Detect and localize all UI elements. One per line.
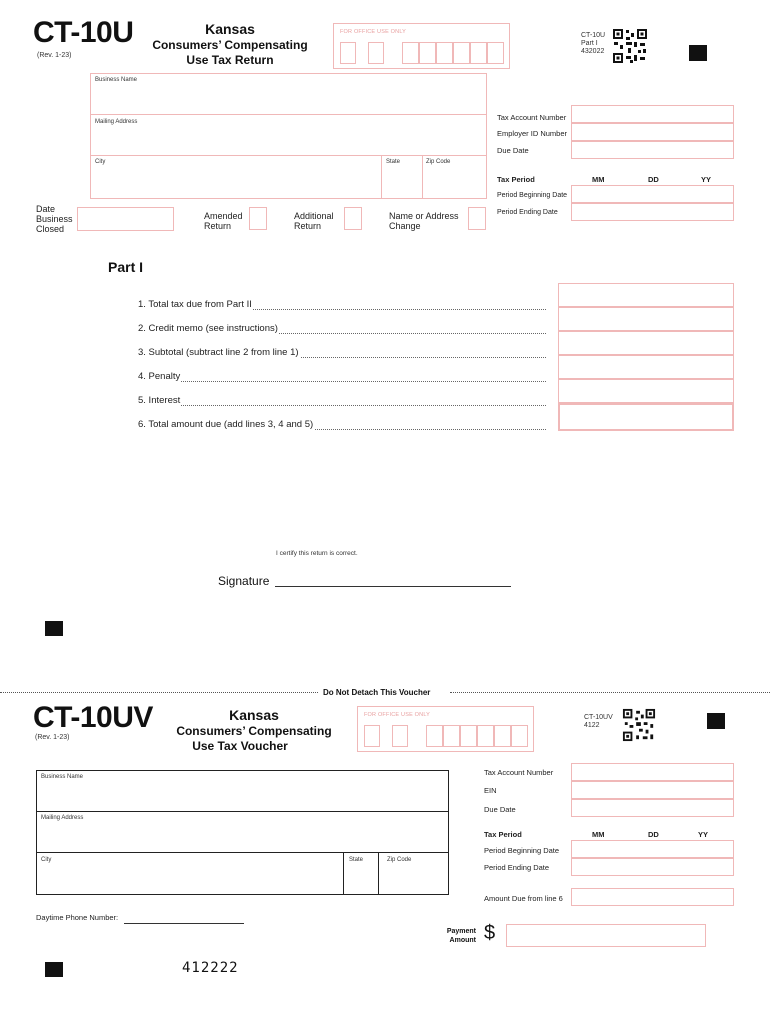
line-4-amount[interactable] <box>558 355 734 379</box>
voucher-period-end-input[interactable] <box>571 858 734 876</box>
line-5-amount[interactable] <box>558 379 734 403</box>
perforation-left <box>0 692 318 693</box>
amended-checkbox[interactable] <box>249 207 267 230</box>
divider <box>37 852 448 853</box>
title-line-1: Consumers’ Compensating <box>152 38 308 52</box>
line-3-text: 3. Subtotal (subtract line 2 from line 1) <box>138 347 299 358</box>
voucher-corner-id <box>584 714 613 730</box>
title-line-2: Use Tax Return <box>186 53 274 67</box>
voucher-title-line-1: Consumers’ Compensating <box>176 724 332 738</box>
voucher-state-label: State <box>349 857 364 863</box>
voucher-mm-label: MM <box>592 830 605 839</box>
period-begin-input[interactable] <box>571 185 734 203</box>
office-cell <box>368 42 384 64</box>
office-cell <box>364 725 380 747</box>
dollar-sign: $ <box>484 922 496 944</box>
address-block <box>90 73 487 199</box>
payment-line: Amount <box>449 937 476 944</box>
voucher-period-begin-input[interactable] <box>571 840 734 858</box>
voucher-business-name-field[interactable] <box>39 782 446 810</box>
scan-number: 412222 <box>182 960 239 976</box>
name-change-label <box>389 211 459 231</box>
office-cell <box>460 725 477 747</box>
voucher-corner-form-id: CT-10UV <box>584 714 613 721</box>
voucher-period-end-label: Period Ending Date <box>484 863 550 872</box>
divider <box>378 852 379 895</box>
line-1-amount[interactable] <box>558 283 734 307</box>
line-6-text: 6. Total amount due (add lines 3, 4 and 5) <box>138 419 314 430</box>
tax-account-label: Tax Account Number <box>497 113 567 122</box>
voucher-form-number: CT-10UV <box>33 701 153 734</box>
business-name-label: Business Name <box>95 77 138 83</box>
date-closed-line: Date <box>36 204 56 214</box>
state-field[interactable] <box>383 167 421 197</box>
voucher-yy-label: YY <box>698 830 709 839</box>
amended-line: Return <box>204 221 232 231</box>
business-name-field[interactable] <box>93 85 484 113</box>
line-3-amount[interactable] <box>558 331 734 355</box>
additional-label <box>294 211 334 231</box>
tax-account-input[interactable] <box>571 105 734 123</box>
date-closed-line: Closed <box>36 224 65 234</box>
yy-label: YY <box>701 175 712 184</box>
office-cell <box>402 42 419 64</box>
voucher-qr-code-icon <box>622 708 656 742</box>
office-cell <box>511 725 528 747</box>
signature-label: Signature <box>218 574 270 588</box>
registration-mark <box>707 713 725 729</box>
amount-due-input[interactable] <box>571 888 734 906</box>
voucher-office-use-box <box>357 706 534 752</box>
perforation-right <box>450 692 770 693</box>
office-cell <box>470 42 487 64</box>
date-closed-label <box>36 204 73 234</box>
date-closed-input[interactable] <box>77 207 174 231</box>
additional-line: Additional <box>294 211 334 221</box>
voucher-tax-period-label: Tax Period <box>484 830 522 839</box>
line-6 <box>138 419 546 430</box>
period-end-label: Period Ending Date <box>497 209 558 216</box>
divider <box>91 114 486 115</box>
phone-label: Daytime Phone Number: <box>36 913 119 922</box>
city-label: City <box>95 159 106 165</box>
employer-id-label: Employer ID Number <box>497 129 568 138</box>
office-cell <box>477 725 494 747</box>
office-cell <box>392 725 408 747</box>
corner-form-id: CT-10U <box>581 32 606 39</box>
signature-line[interactable] <box>275 586 511 587</box>
amount-due-label: Amount Due from line 6 <box>484 894 563 903</box>
detach-label: Do Not Detach This Voucher <box>323 688 431 697</box>
voucher-dd-label: DD <box>648 830 659 839</box>
line-1 <box>138 299 546 310</box>
state-label: State <box>386 159 401 165</box>
payment-line: Payment <box>446 928 476 935</box>
zip-field[interactable] <box>424 167 484 197</box>
corner-code: 432022 <box>581 48 605 55</box>
voucher-revision-label: (Rev. 1-23) <box>35 734 70 741</box>
line-4-text: 4. Penalty <box>138 371 181 382</box>
part-title: Part I <box>108 259 144 275</box>
registration-mark <box>689 45 707 61</box>
registration-mark <box>45 621 63 636</box>
leader-dots <box>138 381 546 382</box>
office-cell <box>426 725 443 747</box>
payment-amount-input[interactable] <box>506 924 706 947</box>
voucher-mailing-address-label: Mailing Address <box>41 815 84 821</box>
voucher-city-label: City <box>41 857 52 863</box>
employer-id-input[interactable] <box>571 123 734 141</box>
city-field[interactable] <box>93 167 379 197</box>
qr-code-icon <box>612 28 648 64</box>
voucher-mailing-address-field[interactable] <box>39 823 446 851</box>
line-3 <box>138 347 546 358</box>
revision-label: (Rev. 1-23) <box>37 52 72 59</box>
name-change-line: Change <box>389 221 421 231</box>
corner-id <box>581 32 605 56</box>
office-cell <box>443 725 460 747</box>
form-number: CT-10U <box>33 16 134 49</box>
tax-period-label: Tax Period <box>497 175 535 184</box>
mailing-address-label: Mailing Address <box>95 119 138 125</box>
line-6-amount[interactable] <box>558 403 734 431</box>
divider <box>381 155 382 199</box>
voucher-corner-code: 4122 <box>584 722 600 729</box>
office-cell <box>453 42 470 64</box>
amended-label <box>204 211 243 231</box>
period-end-input[interactable] <box>571 203 734 221</box>
payment-amount-label <box>436 927 476 945</box>
line-2 <box>138 323 546 334</box>
office-cell <box>487 42 504 64</box>
due-date-label: Due Date <box>497 146 529 155</box>
voucher-ein-input[interactable] <box>571 781 734 799</box>
voucher-business-name-label: Business Name <box>41 774 84 780</box>
line-2-amount[interactable] <box>558 307 734 331</box>
line-1-text: 1. Total tax due from Part II <box>138 299 252 310</box>
phone-input[interactable] <box>124 923 244 924</box>
mailing-address-field[interactable] <box>93 127 484 154</box>
divider <box>91 155 486 156</box>
leader-dots <box>138 405 546 406</box>
divider <box>37 811 448 812</box>
voucher-tax-account-input[interactable] <box>571 763 734 781</box>
voucher-city-field[interactable] <box>39 865 341 893</box>
divider <box>343 852 344 895</box>
voucher-due-date-label: Due Date <box>484 805 516 814</box>
voucher-title-state: Kansas <box>229 707 279 723</box>
name-change-checkbox[interactable] <box>468 207 486 230</box>
line-5-text: 5. Interest <box>138 395 181 406</box>
line-4 <box>138 371 546 382</box>
office-use-label: FOR OFFICE USE ONLY <box>340 29 407 35</box>
registration-mark <box>45 962 63 977</box>
voucher-state-field[interactable] <box>345 865 377 893</box>
amended-line: Amended <box>204 211 243 221</box>
voucher-zip-label: Zip Code <box>387 857 412 863</box>
voucher-tax-account-label: Tax Account Number <box>484 768 554 777</box>
corner-part: Part I <box>581 40 598 47</box>
voucher-due-date-input[interactable] <box>571 799 734 817</box>
mm-label: MM <box>592 175 605 184</box>
voucher-period-begin-label: Period Beginning Date <box>484 846 560 855</box>
certify-text: I certify this return is correct. <box>276 550 358 557</box>
additional-line: Return <box>294 221 322 231</box>
title-state: Kansas <box>205 21 255 37</box>
office-cell <box>494 725 511 747</box>
divider <box>422 155 423 199</box>
period-begin-label: Period Beginning Date <box>497 192 568 199</box>
voucher-ein-label: EIN <box>484 786 497 795</box>
voucher-office-use-label: FOR OFFICE USE ONLY <box>364 712 431 718</box>
voucher-title-line-2: Use Tax Voucher <box>192 739 288 753</box>
office-use-box <box>333 23 510 69</box>
date-closed-line: Business <box>36 214 73 224</box>
dd-label: DD <box>648 175 659 184</box>
office-cell <box>436 42 453 64</box>
line-5 <box>138 395 546 406</box>
office-cell <box>419 42 436 64</box>
due-date-input[interactable] <box>571 141 734 159</box>
line-2-text: 2. Credit memo (see instructions) <box>138 323 278 334</box>
zip-label: Zip Code <box>426 159 451 165</box>
name-change-line: Name or Address <box>389 211 459 221</box>
voucher-zip-field[interactable] <box>380 865 446 893</box>
additional-checkbox[interactable] <box>344 207 362 230</box>
voucher-address-block <box>36 770 449 895</box>
office-cell <box>340 42 356 64</box>
